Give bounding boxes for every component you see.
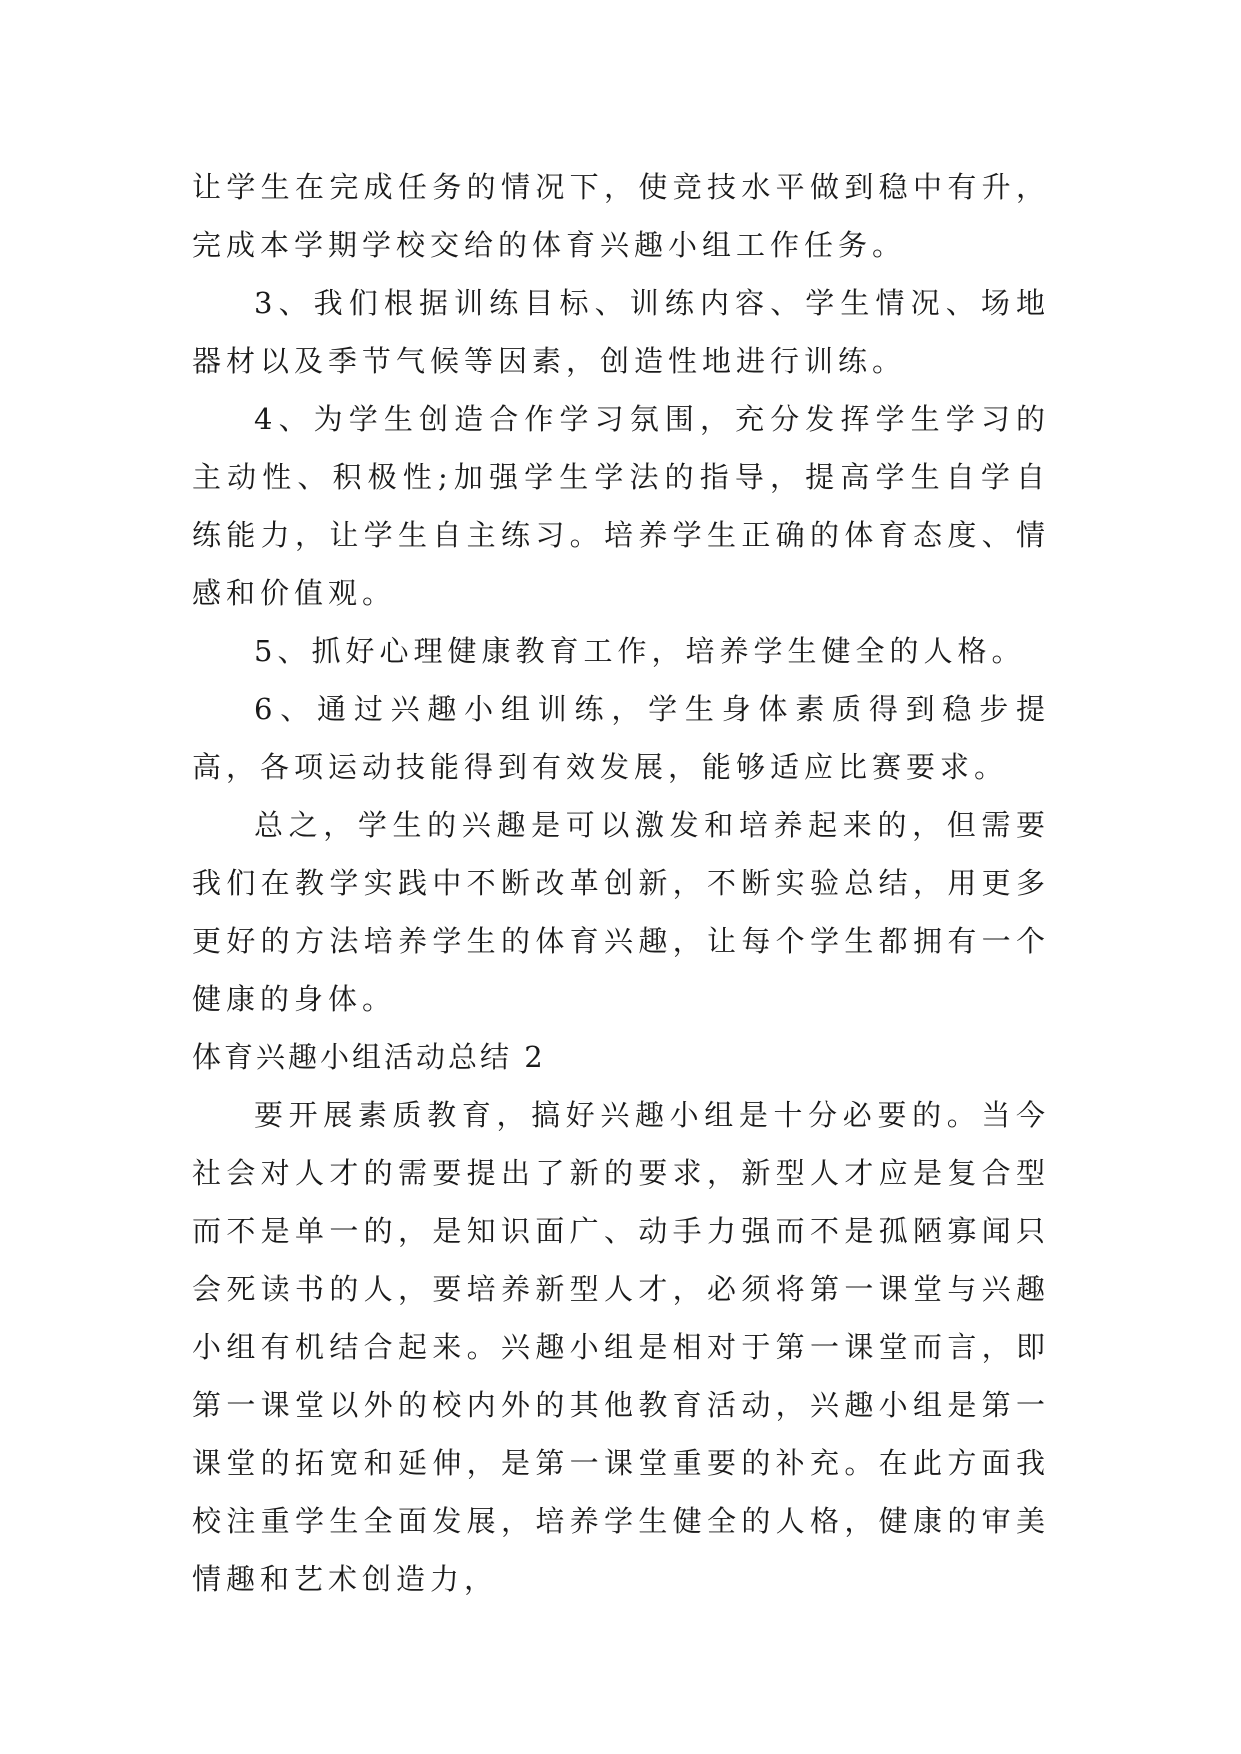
section-heading: 体育兴趣小组活动总结 2 (192, 1040, 546, 1074)
paragraph-item-5: 5、抓好心理健康教育工作，培养学生健全的人格。 (254, 634, 1026, 668)
paragraph-item-4: 4、为学生创造合作学习氛围，充分发挥学生学习的主动性、积极性;加强学生学法的指导，提高学生自学自练能力，让学生自主练习。培养学生正确的体育态度、情感和价值观。 (192, 402, 1050, 610)
paragraph-task-completion: 让学生在完成任务的情况下，使竞技水平做到稳中有升，完成本学期学校交给的体育兴趣小组工作任务。 (192, 170, 1050, 262)
paragraph-conclusion: 总之，学生的兴趣是可以激发和培养起来的，但需要我们在教学实践中不断改革创新，不断实验总结，用更多更好的方法培养学生的体育兴趣，让每个学生都拥有一个健康的身体。 (192, 808, 1050, 1016)
paragraph-section-2-intro: 要开展素质教育，搞好兴趣小组是十分必要的。当今社会对人才的需要提出了新的要求，新型人才应是复合型而不是单一的，是知识面广、动手力强而不是孤陋寡闻只会死读书的人，要培养新型人才，必须将第一课堂与兴趣小组有机结合起来。兴趣小组是相对于第一课堂而言，即第一课堂以外的校内外的其他教育活动，兴趣小组是第一课堂的拓宽和延伸，是第一课堂重要的补充。在此方面我校注重学生全面发展，培养学生健全的人格，健康的审美情趣和艺术创造力， (192, 1098, 1050, 1596)
paragraph-item-3: 3、我们根据训练目标、训练内容、学生情况、场地器材以及季节气候等因素，创造性地进行训练。 (192, 286, 1050, 378)
paragraph-item-6: 6、通过兴趣小组训练，学生身体素质得到稳步提高，各项运动技能得到有效发展，能够适应比赛要求。 (192, 692, 1050, 784)
document-body (192, 158, 1050, 1608)
